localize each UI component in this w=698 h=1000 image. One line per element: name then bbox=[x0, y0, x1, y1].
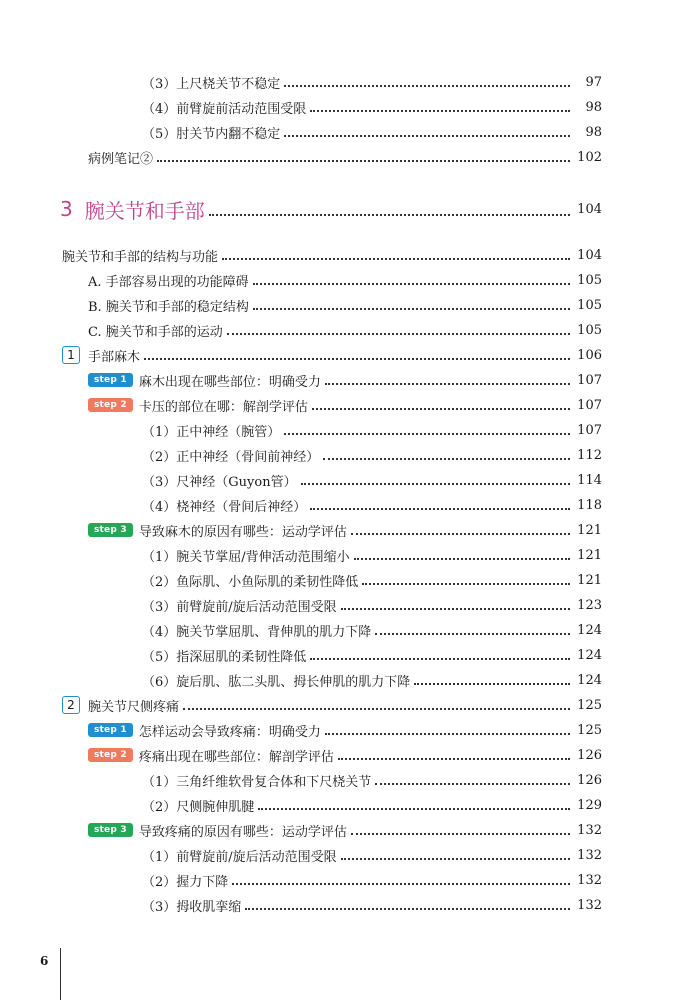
toc-entry-label: （2）尺侧腕伸肌腱 bbox=[142, 799, 255, 815]
step-badge: step 2 bbox=[88, 748, 133, 762]
toc-entry-label: （4）前臂旋前活动范围受限 bbox=[142, 101, 307, 117]
dot-leader bbox=[354, 557, 570, 560]
toc-entry[interactable] bbox=[0, 95, 698, 119]
toc-entry-page: 107 bbox=[577, 422, 602, 438]
topic-number-box: 2 bbox=[62, 696, 80, 714]
toc-entry-label: 病例笔记② bbox=[88, 151, 154, 167]
dot-leader bbox=[227, 332, 570, 335]
dot-leader bbox=[301, 482, 570, 485]
toc-entry[interactable] bbox=[0, 243, 698, 267]
toc-step-entry[interactable] bbox=[0, 518, 698, 542]
chapter-heading[interactable] bbox=[60, 196, 698, 222]
toc-entry[interactable] bbox=[0, 318, 698, 342]
toc-step-entry[interactable] bbox=[0, 393, 698, 417]
step-badge: step 1 bbox=[88, 373, 133, 387]
toc-entry[interactable] bbox=[0, 418, 698, 442]
dot-leader bbox=[253, 282, 570, 285]
page-number: 6 bbox=[40, 954, 49, 968]
toc-entry-page: 114 bbox=[577, 472, 602, 488]
toc-entry-page: 104 bbox=[577, 247, 602, 263]
toc-entry[interactable] bbox=[0, 768, 698, 792]
toc-entry-page: 121 bbox=[577, 522, 602, 538]
step-badge: step 3 bbox=[88, 823, 133, 837]
toc-step-entry[interactable] bbox=[0, 743, 698, 767]
toc-entry[interactable] bbox=[0, 493, 698, 517]
toc-entry-label: 腕关节和手部的结构与功能 bbox=[62, 249, 219, 265]
toc-entry[interactable] bbox=[0, 868, 698, 892]
toc-entry-label: C. 腕关节和手部的运动 bbox=[88, 324, 223, 340]
toc-entry-label: 怎样运动会导致疼痛：明确受力 bbox=[138, 724, 321, 740]
toc-entry-label: （5）肘关节内翻不稳定 bbox=[142, 126, 281, 142]
dot-leader bbox=[338, 757, 570, 760]
toc-entry-page: 129 bbox=[577, 797, 602, 813]
toc-entry-page: 126 bbox=[577, 772, 602, 788]
toc-topic-label: 腕关节尺侧疼痛 bbox=[88, 699, 180, 715]
chapter-number: 3 bbox=[60, 197, 73, 221]
toc-entry-page: 125 bbox=[577, 722, 602, 738]
dot-leader bbox=[284, 134, 570, 137]
toc-topic[interactable] bbox=[0, 343, 698, 367]
dot-leader bbox=[375, 782, 570, 785]
toc-entry[interactable] bbox=[0, 893, 698, 917]
toc-entry-page: 126 bbox=[577, 747, 602, 763]
toc-entry-label: 导致麻木的原因有哪些：运动学评估 bbox=[138, 524, 347, 540]
step-badge: step 3 bbox=[88, 523, 133, 537]
toc-entry-page: 132 bbox=[577, 847, 602, 863]
toc-entry-label: （1）腕关节掌屈/背伸活动范围缩小 bbox=[142, 549, 350, 565]
dot-leader bbox=[325, 732, 570, 735]
toc-entry-page: 121 bbox=[577, 547, 602, 563]
toc-entry-label: B. 腕关节和手部的稳定结构 bbox=[88, 299, 249, 315]
toc-entry[interactable] bbox=[0, 70, 698, 94]
dot-leader bbox=[222, 257, 570, 260]
toc-entry[interactable] bbox=[0, 793, 698, 817]
dot-leader bbox=[144, 357, 570, 360]
step-badge: step 1 bbox=[88, 723, 133, 737]
toc-entry-page: 98 bbox=[585, 99, 602, 115]
toc-entry-page: 102 bbox=[577, 149, 602, 165]
toc-entry-label: （4）桡神经（骨间后神经） bbox=[142, 499, 307, 515]
toc-entry[interactable] bbox=[0, 668, 698, 692]
toc-entry-label: （4）腕关节掌屈肌、背伸肌的肌力下降 bbox=[142, 624, 372, 640]
dot-leader bbox=[323, 457, 570, 460]
dot-leader bbox=[341, 857, 570, 860]
toc-entry-label: （3）上尺桡关节不稳定 bbox=[142, 76, 281, 92]
toc-entry[interactable] bbox=[0, 443, 698, 467]
toc-entry[interactable] bbox=[0, 618, 698, 642]
dot-leader bbox=[351, 532, 570, 535]
toc-entry-label: 导致疼痛的原因有哪些：运动学评估 bbox=[138, 824, 347, 840]
toc-entry-label: （1）正中神经（腕管） bbox=[142, 424, 281, 440]
toc-entry-label: 疼痛出现在哪些部位：解剖学评估 bbox=[138, 749, 334, 765]
dot-leader bbox=[209, 214, 570, 216]
dot-leader bbox=[375, 632, 570, 635]
toc-entry-page: 132 bbox=[577, 822, 602, 838]
dot-leader bbox=[258, 807, 570, 810]
toc-entry-page: 97 bbox=[585, 74, 602, 90]
toc-entry-page: 118 bbox=[577, 497, 602, 513]
toc-entry-label: （3）拇收肌挛缩 bbox=[142, 899, 242, 915]
dot-leader bbox=[284, 84, 570, 87]
toc-step-entry[interactable] bbox=[0, 818, 698, 842]
toc-entry[interactable] bbox=[0, 145, 698, 169]
toc-entry[interactable] bbox=[0, 643, 698, 667]
toc-step-entry[interactable] bbox=[0, 368, 698, 392]
toc-entry-label: （3）前臂旋前/旋后活动范围受限 bbox=[142, 599, 337, 615]
toc-entry[interactable] bbox=[0, 120, 698, 144]
toc-entry-page: 98 bbox=[585, 124, 602, 140]
toc-entry-page: 124 bbox=[577, 647, 602, 663]
chapter-title: 腕关节和手部 bbox=[84, 198, 205, 223]
dot-leader bbox=[284, 432, 570, 435]
toc-entry-label: 麻木出现在哪些部位：明确受力 bbox=[138, 374, 321, 390]
dot-leader bbox=[341, 607, 570, 610]
dot-leader bbox=[157, 159, 570, 162]
toc-entry-label: A. 手部容易出现的功能障碍 bbox=[88, 274, 249, 290]
toc-entry[interactable] bbox=[0, 843, 698, 867]
dot-leader bbox=[362, 582, 570, 585]
toc-entry-label: （2）正中神经（骨间前神经） bbox=[142, 449, 320, 465]
dot-leader bbox=[245, 907, 570, 910]
toc-entry-page: 107 bbox=[577, 372, 602, 388]
toc-step-entry[interactable] bbox=[0, 718, 698, 742]
toc-topic[interactable] bbox=[0, 693, 698, 717]
toc-entry-label: 卡压的部位在哪：解剖学评估 bbox=[138, 399, 308, 415]
toc-entry[interactable] bbox=[0, 293, 698, 317]
toc-entry-page: 132 bbox=[577, 872, 602, 888]
toc-entry-label: （6）旋后肌、肱二头肌、拇长伸肌的肌力下降 bbox=[142, 674, 411, 690]
toc-topic-label: 手部麻木 bbox=[88, 349, 141, 365]
topic-number-box: 1 bbox=[62, 346, 80, 364]
dot-leader bbox=[253, 307, 570, 310]
toc-entry[interactable] bbox=[0, 568, 698, 592]
toc-entry-page: 124 bbox=[577, 622, 602, 638]
toc-entry-page: 105 bbox=[577, 322, 602, 338]
dot-leader bbox=[232, 882, 570, 885]
toc-entry-page: 107 bbox=[577, 397, 602, 413]
toc-entry-page: 132 bbox=[577, 897, 602, 913]
toc-entry-label: （5）指深屈肌的柔韧性降低 bbox=[142, 649, 307, 665]
dot-leader bbox=[183, 707, 570, 710]
toc-entry-page: 105 bbox=[577, 272, 602, 288]
footer-divider bbox=[60, 948, 61, 1000]
toc-entry-label: （1）三角纤维软骨复合体和下尺桡关节 bbox=[142, 774, 372, 790]
step-badge: step 2 bbox=[88, 398, 133, 412]
dot-leader bbox=[310, 657, 570, 660]
toc-entry-label: （2）鱼际肌、小鱼际肌的柔韧性降低 bbox=[142, 574, 359, 590]
toc-topic-page: 106 bbox=[577, 347, 602, 363]
toc-entry-page: 123 bbox=[577, 597, 602, 613]
dot-leader bbox=[414, 682, 570, 685]
toc-entry-page: 105 bbox=[577, 297, 602, 313]
toc-entry-label: （1）前臂旋前/旋后活动范围受限 bbox=[142, 849, 337, 865]
toc-entry[interactable] bbox=[0, 268, 698, 292]
toc-topic-page: 125 bbox=[577, 697, 602, 713]
toc-entry[interactable] bbox=[0, 593, 698, 617]
toc-entry-page: 121 bbox=[577, 572, 602, 588]
toc-entry-page: 124 bbox=[577, 672, 602, 688]
toc-entry-label: （2）握力下降 bbox=[142, 874, 229, 890]
chapter-page: 104 bbox=[577, 201, 602, 217]
dot-leader bbox=[310, 507, 570, 510]
toc-entry-page: 112 bbox=[577, 447, 602, 463]
toc-entry[interactable] bbox=[0, 468, 698, 492]
toc-entry-label: （3）尺神经（Guyon管） bbox=[142, 474, 297, 490]
toc-entry[interactable] bbox=[0, 543, 698, 567]
dot-leader bbox=[310, 109, 570, 112]
dot-leader bbox=[351, 832, 570, 835]
dot-leader bbox=[312, 407, 570, 410]
dot-leader bbox=[325, 382, 570, 385]
